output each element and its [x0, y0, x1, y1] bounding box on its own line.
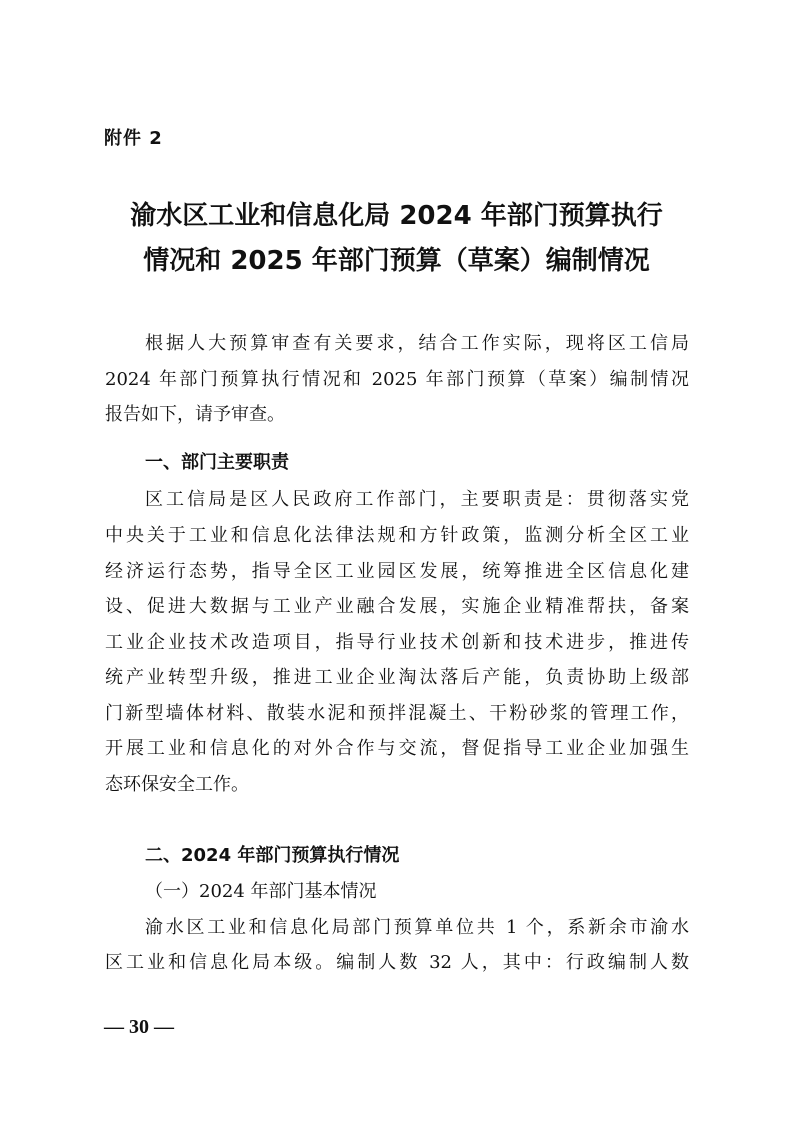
intro-line-1: 根据人大预算审查有关要求，结合工作实际，现将区工信局: [145, 333, 689, 354]
paragraph-line: 开展工业和信息化的对外合作与交流，督促指导工业企业加强生: [105, 738, 689, 759]
intro-line-3: 报告如下，请予审查。: [105, 404, 285, 425]
paragraph-line: 统产业转型升级，推进工业企业淘汰落后产能，负责协助上级部: [105, 667, 689, 688]
attachment-label: 附件 2: [104, 128, 163, 149]
paragraph-line: 渝水区工业和信息化局部门预算单位共 1 个，系新余市渝水: [145, 917, 689, 938]
document-title-line-1: 渝水区工业和信息化局 2024 年部门预算执行: [130, 201, 663, 231]
paragraph-line: 设、促进大数据与工业产业融合发展，实施企业精准帮扶，备案: [105, 596, 689, 617]
paragraph-line: 中央关于工业和信息化法律法规和方针政策，监测分析全区工业: [105, 525, 689, 546]
paragraph-line: 经济运行态势，指导全区工业园区发展，统筹推进全区信息化建: [105, 561, 689, 582]
paragraph-line: 工业企业技术改造项目，指导行业技术创新和技术进步，推进传: [105, 632, 689, 653]
paragraph-line: 态环保安全工作。: [105, 774, 249, 795]
paragraph-line: 区工信局是区人民政府工作部门，主要职责是：贯彻落实党: [145, 489, 689, 510]
paragraph-line: 区工业和信息化局本级。编制人数 32 人，其中：行政编制人数: [105, 952, 689, 973]
paragraph-line: 门新型墙体材料、散装水泥和预拌混凝土、干粉砂浆的管理工作，: [105, 703, 689, 724]
document-title-line-2: 情况和 2025 年部门预算（草案）编制情况: [143, 246, 650, 276]
intro-line-2: 2024 年部门预算执行情况和 2025 年部门预算（草案）编制情况: [105, 369, 689, 390]
section-heading-budget-execution: 二、2024 年部门预算执行情况: [145, 845, 400, 866]
section-heading-duties: 一、部门主要职责: [145, 452, 289, 473]
page-number: — 30 —: [104, 1016, 174, 1038]
subsection-heading-basic-info: （一）2024 年部门基本情况: [145, 881, 377, 902]
